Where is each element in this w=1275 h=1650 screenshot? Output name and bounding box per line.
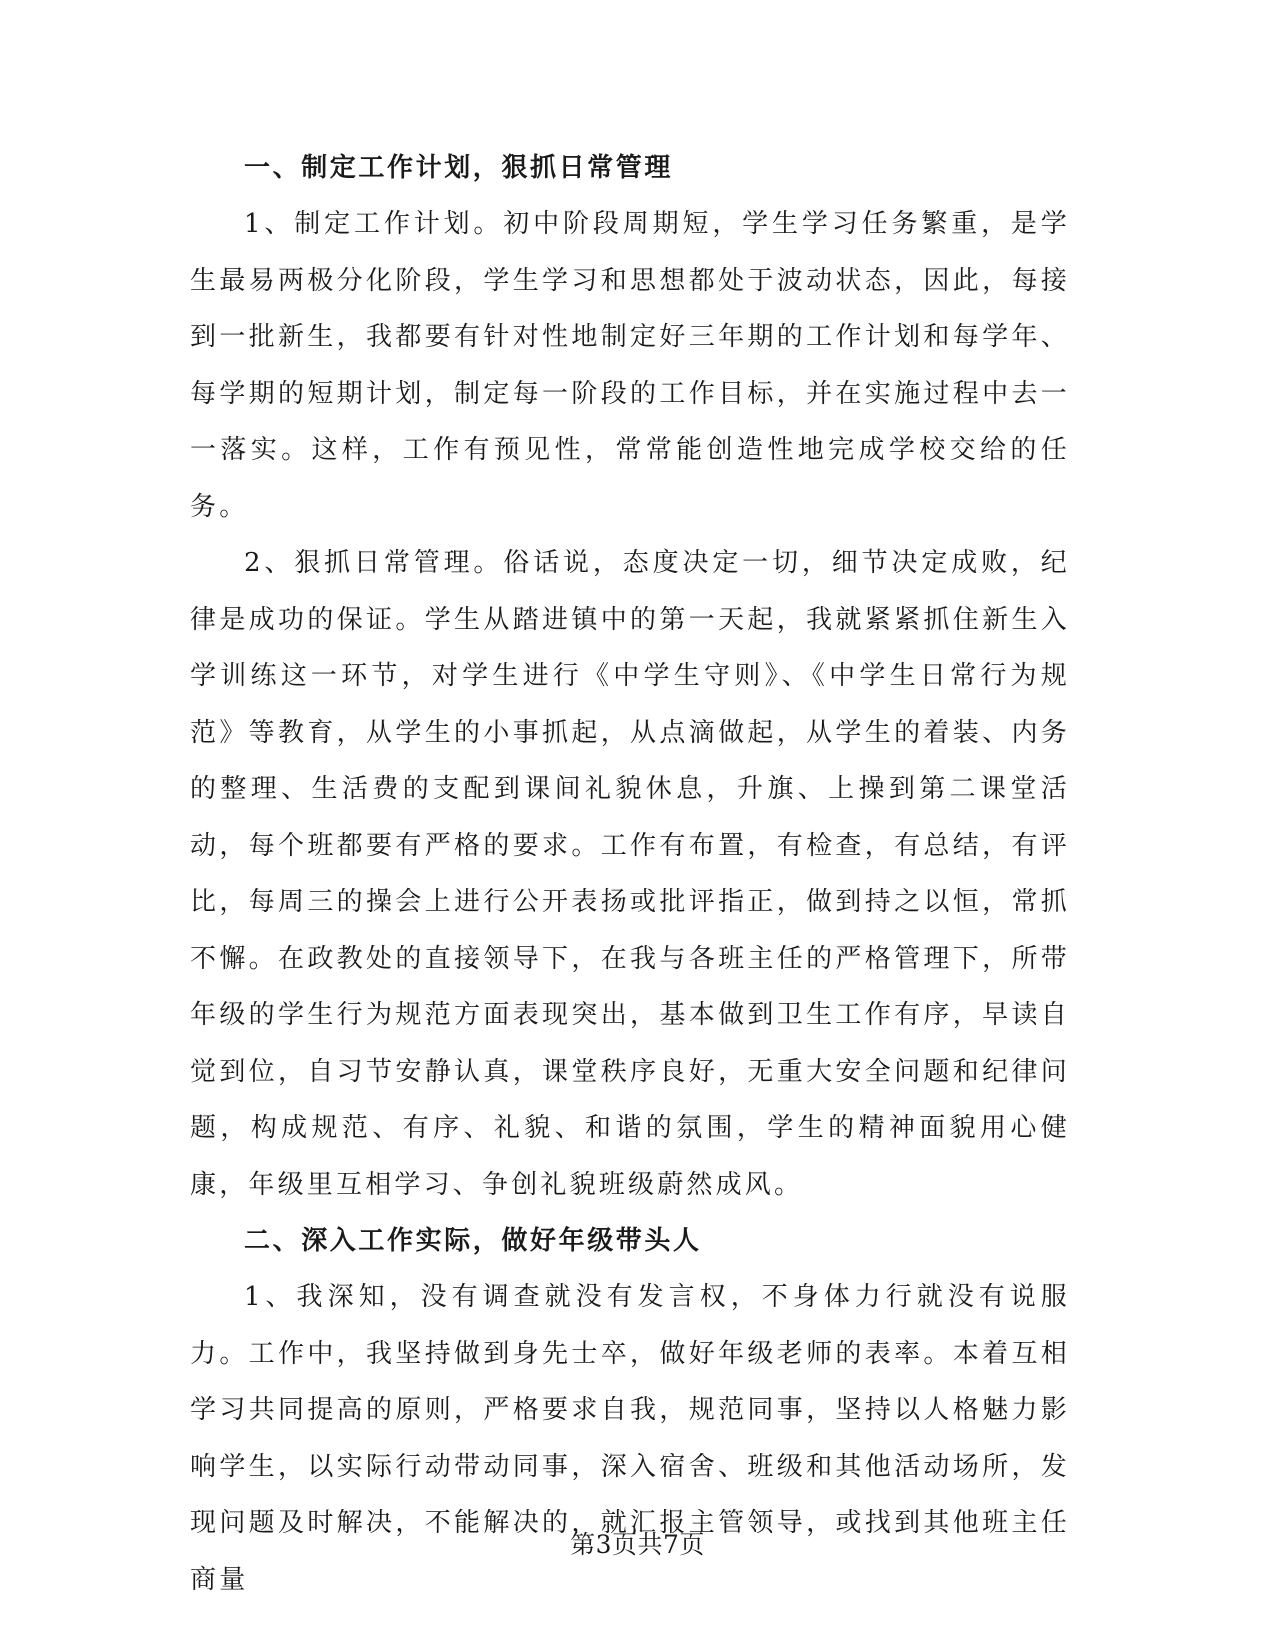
- section-1-paragraph-2: 2、狠抓日常管理。俗话说，态度决定一切，细节决定成败，纪律是成功的保证。学生从踏进镇中的第一天起，我就紧紧抓住新生入学训练这一环节，对学生进行《中学生守则》、《中学生日常行为规范》等教育，从学生的小事抓起，从点滴做起，从学生的着装、内务的整理、生活费的支配到课间礼貌休息，升旗、上操到第二课堂活动，每个班都要有严格的要求。工作有布置，有检查，有总结，有评比，每周三的操会上进行公开表扬或批评指正，做到持之以恒，常抓不懈。在政教处的直接领导下，在我与各班主任的严格管理下，所带年级的学生行为规范方面表现突出，基本做到卫生工作有序，早读自觉到位，自习节安静认真，课堂秩序良好，无重大安全问题和纪律问题，构成规范、有序、礼貌、和谐的氛围，学生的精神面貌用心健康，年级里互相学习、争创礼貌班级蔚然成风。: [190, 548, 1070, 1200]
- document-body: [190, 140, 1070, 1608]
- section-1-heading: 一、制定工作计划，狠抓日常管理: [244, 153, 674, 183]
- section-2-heading: 二、深入工作实际，做好年级带头人: [244, 1226, 702, 1256]
- section-1-paragraph-1: 1、制定工作计划。初中阶段周期短，学生学习任务繁重，是学生最易两极分化阶段，学生学习和思想都处于波动状态，因此，每接到一批新生，我都要有针对性地制定好三年期的工作计划和每学年、每学期的短期计划，制定每一阶段的工作目标，并在实施过程中去一一落实。这样，工作有预见性，常常能创造性地完成学校交给的任务。: [190, 209, 1070, 522]
- section-2-paragraph-1: 1、我深知，没有调查就没有发言权，不身体力行就没有说服力。工作中，我坚持做到身先士卒，做好年级老师的表率。本着互相学习共同提高的原则，严格要求自我，规范同事，坚持以人格魅力影响学生，以实际行动带动同事，深入宿舍、班级和其他活动场所，发现问题及时解决，不能解决的，就汇报主管领导，或找到其他班主任商量: [190, 1282, 1070, 1595]
- page-number: 第3页共7页: [570, 1530, 705, 1559]
